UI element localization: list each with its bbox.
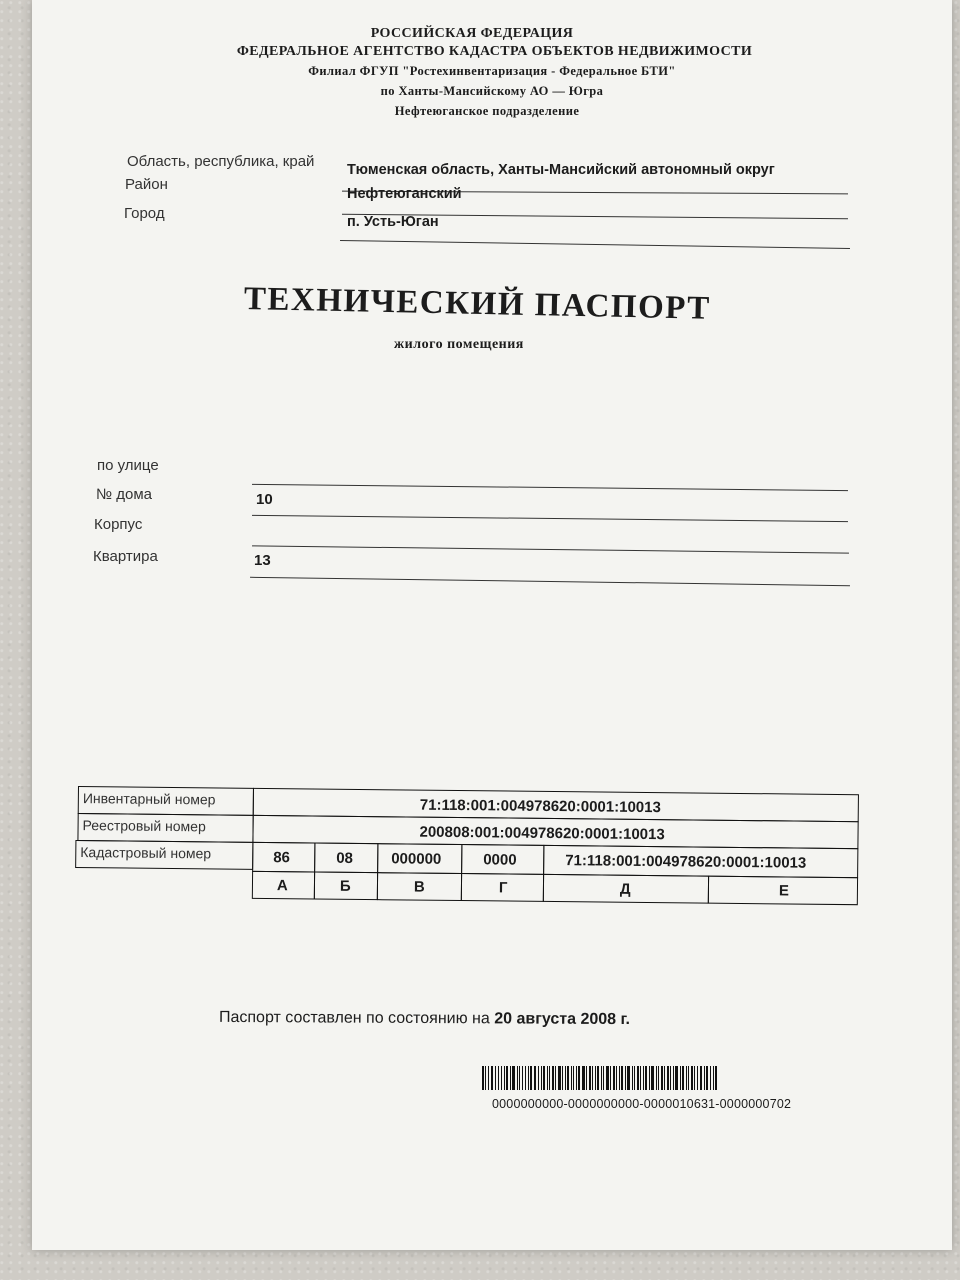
barcode-bar <box>512 1066 515 1090</box>
barcode-number: 0000000000-0000000000-0000010631-0000000702 <box>492 1097 792 1111</box>
barcode-bar <box>578 1066 580 1090</box>
header-country: РОССИЙСКАЯ ФЕДЕРАЦИЯ <box>370 26 574 41</box>
barcode-bar <box>697 1066 698 1090</box>
barcode-bar <box>534 1066 537 1090</box>
column-letter-g: Г <box>498 879 508 897</box>
barcode-bar <box>491 1066 494 1090</box>
barcode-bar <box>543 1066 545 1090</box>
barcode-bar <box>645 1066 647 1090</box>
barcode-bar <box>506 1066 508 1090</box>
barcode-bar <box>640 1066 641 1090</box>
barcode-bar <box>525 1066 526 1090</box>
header-subdivision: Нефтеюганское подразделение <box>394 104 580 118</box>
barcode-bar <box>606 1066 609 1090</box>
barcode-bar <box>643 1066 644 1090</box>
district-value: Нефтеюганский <box>347 186 462 202</box>
barcode-bar <box>649 1066 650 1090</box>
column-letter-b: Б <box>339 877 351 895</box>
district-label: Район <box>125 176 168 193</box>
barcode-bar <box>571 1066 572 1090</box>
barcode-bar <box>595 1066 596 1090</box>
barcode-bar <box>565 1066 566 1090</box>
inventory-label-cell <box>78 786 254 816</box>
cadastral-part-1: 86 <box>273 849 291 867</box>
barcode-bar <box>573 1066 574 1090</box>
cadastral-part-3: 000000 <box>391 850 442 868</box>
barcode-bar <box>700 1066 703 1090</box>
barcode-bar <box>704 1066 705 1090</box>
barcode-bar <box>682 1066 684 1090</box>
barcode-bar <box>715 1066 717 1090</box>
barcode-bar <box>634 1066 635 1090</box>
barcode-bar <box>670 1066 671 1090</box>
barcode-bar <box>601 1066 602 1090</box>
barcode-bar <box>637 1066 639 1090</box>
barcode-bar <box>680 1066 681 1090</box>
barcode-bar <box>603 1066 604 1090</box>
column-letter-g-cell <box>461 873 544 902</box>
barcode-bar <box>597 1066 599 1090</box>
barcode-bar <box>555 1066 556 1090</box>
document-subtitle: жилого помещения <box>394 337 524 352</box>
passport-state-date: 20 августа 2008 г. <box>494 1010 631 1029</box>
column-letter-e: Е <box>778 882 790 900</box>
barcode-bar <box>538 1066 539 1090</box>
cadastral-part-4: 0000 <box>483 851 517 869</box>
barcode-bar <box>691 1066 693 1090</box>
building-label: Корпус <box>94 516 143 533</box>
document-title: ТЕХНИЧЕСКИЙ ПАСПОРТ <box>243 281 712 327</box>
cadastral-part-5-cell <box>543 845 858 878</box>
column-letter-a-cell <box>252 871 315 900</box>
inventory-label: Инвентарный номер <box>82 790 216 808</box>
barcode-bar <box>613 1066 615 1090</box>
barcode-bar <box>713 1066 714 1090</box>
barcode-bar <box>582 1066 585 1090</box>
house-value: 10 <box>256 491 273 508</box>
barcode-bar <box>592 1066 593 1090</box>
cadastral-part-5: 71:118:001:004978620:0001:10013 <box>565 852 807 872</box>
barcode-bar <box>694 1066 695 1090</box>
barcode-bar <box>485 1066 486 1090</box>
barcode-bar <box>517 1066 518 1090</box>
house-underline <box>252 515 848 522</box>
barcode <box>482 1066 837 1090</box>
cadastral-part-1-cell <box>252 842 315 873</box>
barcode-bar <box>710 1066 711 1090</box>
column-letter-v-cell <box>377 872 462 901</box>
register-value: 200808:001:004978620:0001:10013 <box>419 823 665 844</box>
barcode-bar <box>498 1066 500 1090</box>
column-letter-e-cell <box>708 876 858 906</box>
passport-page <box>32 0 952 1250</box>
column-letter-v: В <box>413 878 425 896</box>
barcode-bar <box>688 1066 689 1090</box>
column-letter-d-cell <box>543 874 709 904</box>
cadastral-part-4-cell <box>461 844 544 875</box>
barcode-bar <box>706 1066 708 1090</box>
barcode-bar <box>619 1066 620 1090</box>
cadastral-part-2: 08 <box>336 849 354 867</box>
barcode-bar <box>495 1066 496 1090</box>
barcode-bar <box>658 1066 659 1090</box>
barcode-bar <box>625 1066 626 1090</box>
barcode-bar <box>528 1066 529 1090</box>
barcode-bar <box>549 1066 550 1090</box>
barcode-bar <box>686 1066 687 1090</box>
barcode-bar <box>501 1066 502 1090</box>
barcode-bar <box>675 1066 678 1090</box>
cadastral-label: Кадастровый номер <box>80 844 212 862</box>
building-underline <box>252 545 849 553</box>
barcode-bar <box>661 1066 663 1090</box>
cadastral-label-cell <box>75 840 253 870</box>
header-agency: ФЕДЕРАЛЬНОЕ АГЕНТСТВО КАДАСТРА ОБЪЕКТОВ НЕДВИЖИМОСТИ <box>236 44 753 59</box>
barcode-bar <box>667 1066 669 1090</box>
barcode-bar <box>552 1066 554 1090</box>
city-label: Город <box>124 205 165 222</box>
barcode-bar <box>621 1066 623 1090</box>
passport-state-prefix: Паспорт составлен по состоянию на <box>218 1008 490 1028</box>
barcode-bar <box>656 1066 657 1090</box>
column-letter-b-cell <box>314 871 378 900</box>
barcode-bar <box>541 1066 542 1090</box>
region-value: Тюменская область, Ханты-Мансийский автономный округ <box>347 162 775 178</box>
street-label: по улице <box>97 457 159 474</box>
barcode-bar <box>547 1066 548 1090</box>
barcode-bar <box>504 1066 505 1090</box>
barcode-bar <box>576 1066 577 1090</box>
barcode-bar <box>482 1066 484 1090</box>
barcode-bar <box>530 1066 532 1090</box>
barcode-bar <box>522 1066 524 1090</box>
barcode-bar <box>627 1066 630 1090</box>
barcode-bar <box>651 1066 654 1090</box>
street-underline <box>252 484 848 491</box>
column-letter-d: Д <box>619 880 631 898</box>
barcode-bar <box>567 1066 569 1090</box>
apartment-label: Квартира <box>93 548 158 565</box>
cadastral-part-2-cell <box>314 842 378 873</box>
barcode-bar <box>558 1066 561 1090</box>
passport-state-line <box>219 1009 630 1029</box>
barcode-bar <box>586 1066 587 1090</box>
barcode-bar <box>519 1066 520 1090</box>
column-letter-a: А <box>276 877 288 895</box>
barcode-bar <box>562 1066 563 1090</box>
barcode-bar <box>488 1066 489 1090</box>
barcode-bar <box>616 1066 617 1090</box>
barcode-bar <box>589 1066 591 1090</box>
barcode-bar <box>673 1066 674 1090</box>
register-label: Реестровый номер <box>82 817 206 835</box>
barcode-bar <box>632 1066 633 1090</box>
barcode-bar <box>510 1066 511 1090</box>
region-label: Область, республика, край <box>127 153 315 170</box>
apartment-value: 13 <box>254 552 271 569</box>
header-branch: Филиал ФГУП "Ростехинвентаризация - Федеральное БТИ" <box>308 64 676 78</box>
city-underline <box>340 240 850 249</box>
barcode-bar <box>664 1066 665 1090</box>
barcode-bar <box>610 1066 611 1090</box>
register-label-cell <box>77 813 253 843</box>
cadastral-part-3-cell <box>377 843 462 874</box>
apartment-underline <box>250 577 850 586</box>
city-value: п. Усть-Юган <box>347 214 439 230</box>
header-district-office: по Ханты-Мансийскому АО — Югра <box>380 84 604 98</box>
house-label: № дома <box>96 486 153 503</box>
inventory-value: 71:118:001:004978620:0001:10013 <box>419 796 661 817</box>
